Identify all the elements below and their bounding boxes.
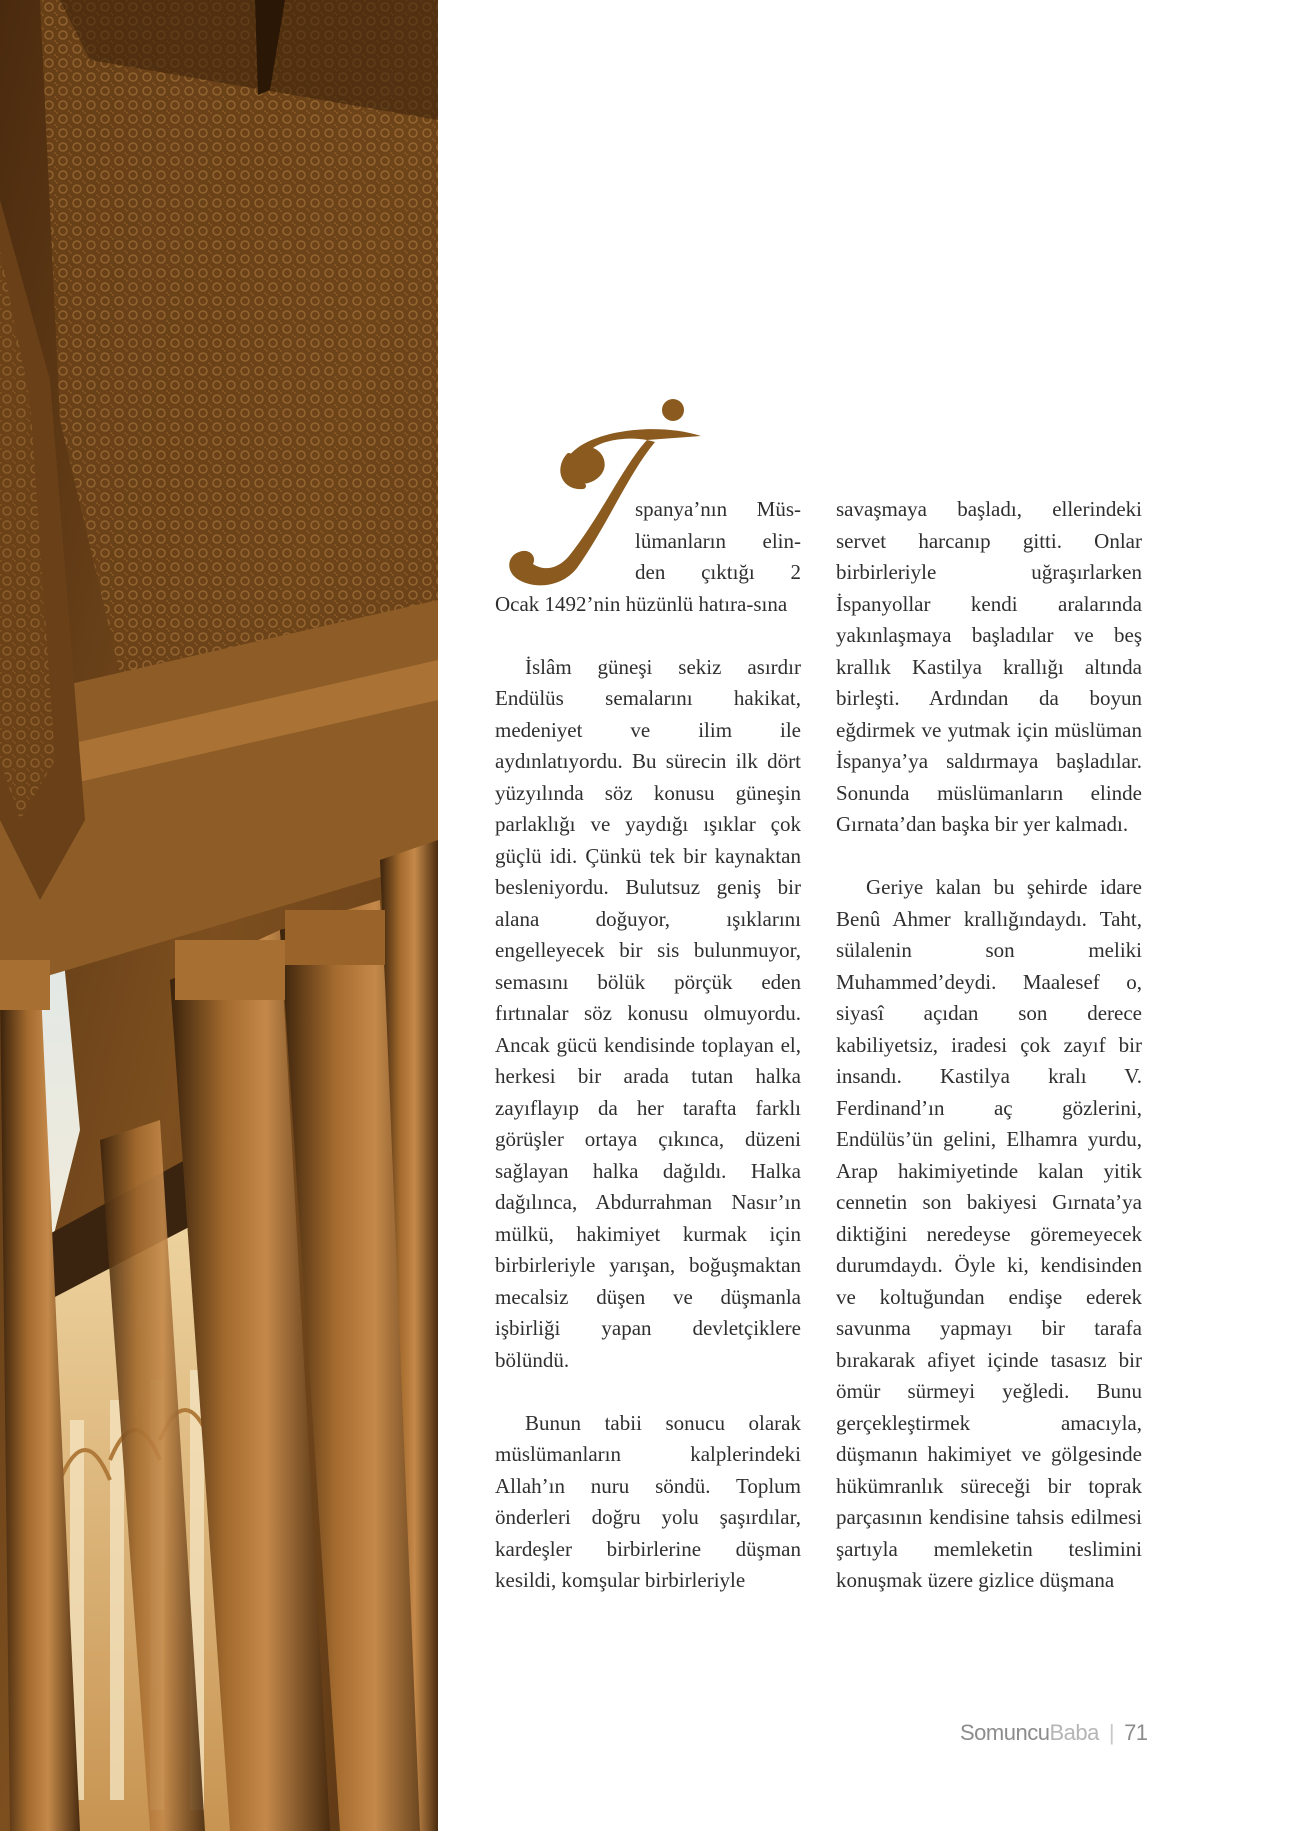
text-column-1 <box>495 494 801 1597</box>
brand-name-first: Somuncu <box>960 1720 1050 1745</box>
intro-line-3: den çıktığı 2 <box>635 560 801 584</box>
text-column-2 <box>836 494 1142 1597</box>
brand-name-second: Baba <box>1049 1720 1099 1745</box>
photo-illustration <box>0 0 438 1831</box>
page-number: 71 <box>1124 1720 1148 1745</box>
intro-rest: Ocak 1492’nin hüzünlü hatıra-sına <box>495 591 788 616</box>
intro-line-1: spanya’nın Müs- <box>635 497 801 521</box>
paragraph: Bunun tabii sonucu olarak müslümanların kalplerindeki Allah’ın nuru söndü. Toplum önderleri doğru yolu şaşırdılar, kardeşler birbirlerine düşman kesildi, komşular birbirleriyle <box>495 1410 801 1592</box>
footer-separator: | <box>1108 1720 1115 1745</box>
alhambra-arcade-photo <box>0 0 438 1831</box>
paragraph: Geriye kalan bu şehirde idare Benû Ahmer krallığındaydı. Taht, sülalenin son meliki Muhammed’deydi. Maalesef o, siyasî açıdan son derece kabiliyetsiz, iradesi çok zayıf bir insandı. Kastilya kralı V. Ferdinand’ın aç gözlerini, Endülüs’ün gelini, Elhamra yurdu, Arap hakimiyetinde kalan yitik cennetin son bakiyesi Gırnata’ya diktiğini neredeyse göremeyecek durumdaydı. Öyle ki, kendisinden ve koltuğundan endişe ederek savunma yapmayı bir tarafa bırakarak afiyet içinde tasasız bir ömür sürmeyi yeğledi. Bunu gerçekleştirmek amacıyla, düşmanın hakimiyet ve gölgesinde hükümranlık süreceği bir toprak parçasının kendisine tahsis edilmesi şartıyla memleketin teslimini konuşmak üzere gizlice düşmana <box>836 875 1142 1592</box>
page-footer <box>960 1718 1148 1748</box>
paragraph: savaşmaya başladı, ellerindeki servet harcanıp gitti. Onlar birbirleriyle uğraşırlarken İspanyollar kendi aralarında yakınlaşmaya başladılar ve beş krallık Kastilya krallığı altında birleşti. Ardından da boyun eğdirmek ve yutmak için müslüman İspanya’ya saldırmaya başladılar. Sonunda müslümanların elinde Gırnata’dan başka bir yer kalmadı. <box>836 497 1142 836</box>
paragraph: İslâm güneşi sekiz asırdır Endülüs semalarını hakikat, medeniyet ve ilim ile aydınlatıyordu. Bu sürecin ilk dört yüzyılında söz konusu güneşin parlaklığı ve yaydığı ışıklar çok güçlü idi. Çünkü tek bir kaynaktan besleniyordu. Bulutsuz geniş bir alana doğuyor, ışıklarını engelleyecek bir sis bulunmuyor, semasını bölük pörçük eden fırtınalar söz konusu olmuyordu. Ancak gücü kendisinde toplayan el, herkesi bir arada tutan halka zayıflayıp da her tarafta farklı görüşler ortaya çıkınca, düzeni sağlayan halka dağıldı. Halka dağılınca, Abdurrahman Nasır’ın mülkü, hakimiyet kurmak için birbirleriyle yarışan, boğuşmaktan mecalsiz düşen ve düşmanla işbirliği yapan devletçiklere bölündü. <box>495 654 801 1372</box>
intro-line-2: lümanların elin- <box>635 528 801 553</box>
